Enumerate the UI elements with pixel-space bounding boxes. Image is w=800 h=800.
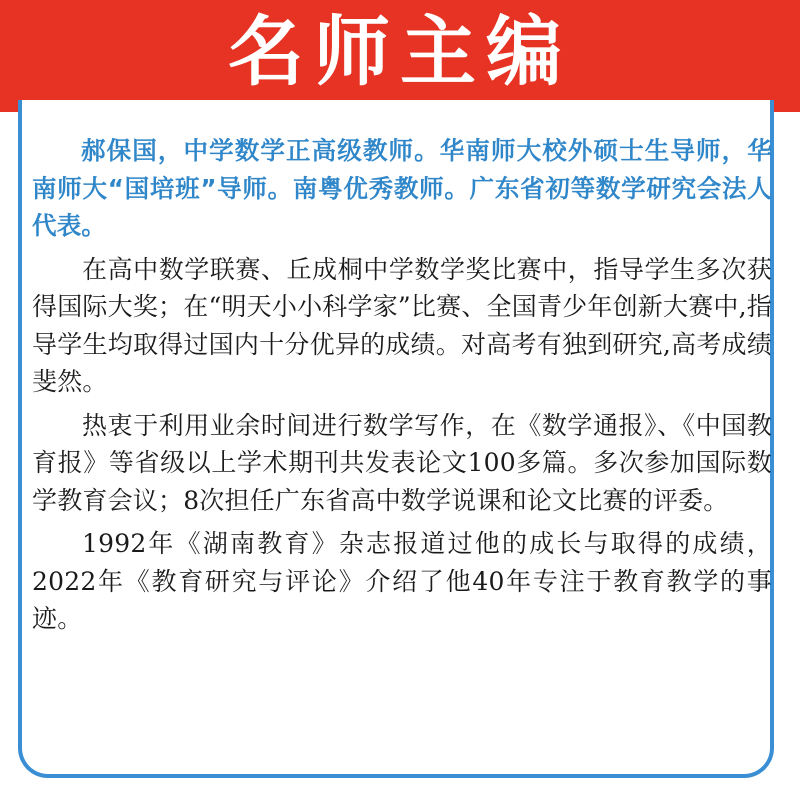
intro-paragraph: 郝保国，中学数学正高级教师。华南师大校外硕士生导师，华南师大“国培班”导师。南粤优秀教师。广东省初等数学研究会法人代表。 [32,136,772,240]
media-paragraph: 1992年《湖南教育》杂志报道过他的成长与取得的成绩，2022年《教育研究与评论》介绍了他40年专注于教育教学的事迹。 [32,529,772,633]
writing-paragraph: 热衷于利用业余时间进行数学写作，在《数学通报》、《中国教育报》等省级以上学术期刊共发表论文100多篇。多次参加国际数学教育会议；8次担任广东省高中数学说课和论文比赛的评委。 [32,410,772,515]
page-title: 名师主编 [228,7,572,96]
achievements-paragraph: 在高中数学联赛、丘成桐中学数学奖比赛中，指导学生多次获得国际大奖；在“明天小小科学家”比赛、全国青少年创新大赛中,指导学生均取得过国内十分优异的成绩。对高考有独到研究,高考成绩斐然。 [32,254,772,396]
bio-text [32,132,772,638]
